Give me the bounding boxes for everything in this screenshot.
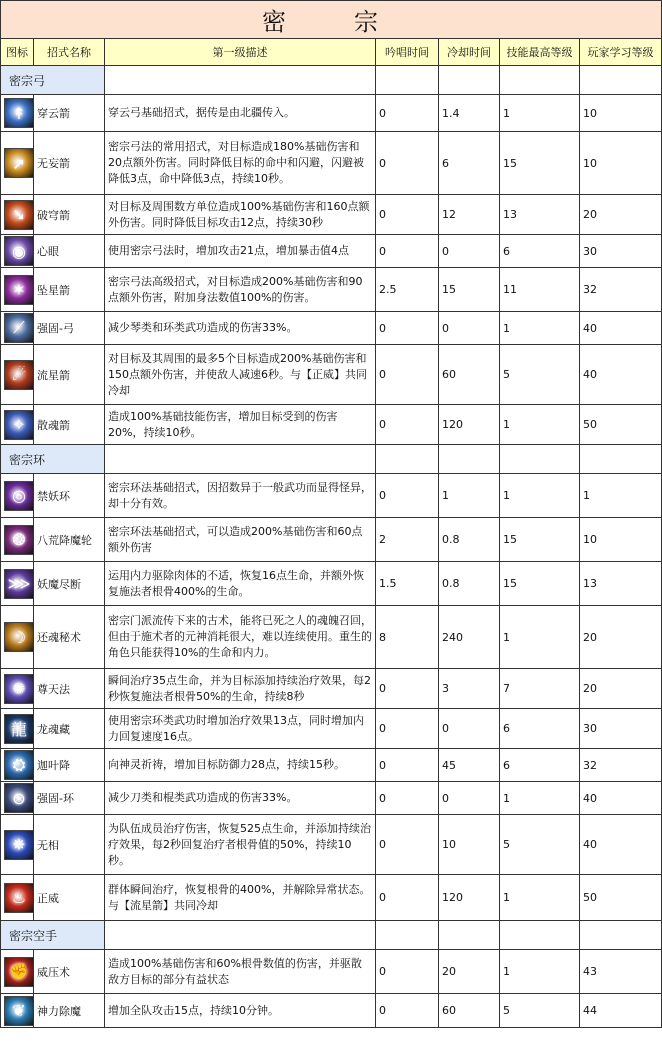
header-learn-level: 玩家学习等级 bbox=[580, 39, 662, 66]
table-row bbox=[1, 132, 662, 195]
section-row bbox=[1, 66, 662, 95]
section-title: 密宗空手 bbox=[1, 921, 105, 950]
cast-time: 0 bbox=[376, 132, 439, 195]
heaven-heal-icon: ✺ bbox=[4, 674, 34, 704]
header-row bbox=[1, 39, 662, 66]
section-row bbox=[1, 921, 662, 950]
learn-level: 40 bbox=[580, 345, 662, 405]
learn-level: 40 bbox=[580, 815, 662, 875]
dragon-soul-icon: 龍 bbox=[4, 714, 34, 744]
learn-level: 43 bbox=[580, 950, 662, 994]
skill-name: 龙魂藏 bbox=[34, 709, 105, 749]
skill-description: 密宗门派流传下来的古术，能将已死之人的魂魄召回，但由于施术者的元神消耗很大，难以连续使用。重生的角色只能获得10%的生命和内力。 bbox=[105, 606, 376, 669]
empty-cell bbox=[580, 921, 662, 950]
cooldown-time: 3 bbox=[439, 669, 500, 709]
cast-time: 8 bbox=[376, 606, 439, 669]
empty-cell bbox=[376, 66, 439, 95]
empty-cell bbox=[580, 66, 662, 95]
cooldown-time: 60 bbox=[439, 994, 500, 1028]
table-row bbox=[1, 749, 662, 782]
empty-cell bbox=[500, 66, 580, 95]
learn-level: 40 bbox=[580, 312, 662, 345]
max-level: 1 bbox=[500, 312, 580, 345]
learn-level: 32 bbox=[580, 749, 662, 782]
max-level: 1 bbox=[500, 606, 580, 669]
cast-time: 0 bbox=[376, 782, 439, 815]
skill-name: 穿云箭 bbox=[34, 95, 105, 132]
learn-level: 1 bbox=[580, 474, 662, 518]
skill-description: 密宗弓法的常用招式，对目标造成180%基础伤害和20点额外伤害。同时降低目标的命中和闪避，闪避被降低3点，命中降低3点，持续10秒。 bbox=[105, 132, 376, 195]
table-row bbox=[1, 268, 662, 312]
skill-description: 减少琴类和环类武功造成的伤害33%。 bbox=[105, 312, 376, 345]
icon-cell bbox=[1, 749, 34, 782]
max-level: 13 bbox=[500, 195, 580, 235]
cooldown-time: 45 bbox=[439, 749, 500, 782]
table-row bbox=[1, 950, 662, 994]
icon-cell bbox=[1, 562, 34, 606]
skill-description: 使用密宗环类武功时增加治疗效果13点，同时增加内力回复速度16点。 bbox=[105, 709, 376, 749]
icon-cell bbox=[1, 405, 34, 445]
table-row bbox=[1, 345, 662, 405]
skill-name: 散魂箭 bbox=[34, 405, 105, 445]
max-level: 5 bbox=[500, 994, 580, 1028]
skill-description: 群体瞬间治疗，恢复根骨的400%，并解除异常状态。与【流星箭】共同冷却 bbox=[105, 875, 376, 921]
cooldown-time: 120 bbox=[439, 875, 500, 921]
section-title: 密宗环 bbox=[1, 445, 105, 474]
header-max-level: 技能最高等级 bbox=[500, 39, 580, 66]
ring-shield-icon: ⊛ bbox=[4, 783, 34, 813]
cast-time: 2.5 bbox=[376, 268, 439, 312]
table-row bbox=[1, 709, 662, 749]
learn-level: 20 bbox=[580, 606, 662, 669]
icon-cell bbox=[1, 195, 34, 235]
skill-description: 对目标及周围数方单位造成100%基础伤害和160点额外伤害。同时降低目标攻击12点，持续30秒 bbox=[105, 195, 376, 235]
empty-cell bbox=[500, 445, 580, 474]
cooldown-time: 0.8 bbox=[439, 518, 500, 562]
max-level: 1 bbox=[500, 95, 580, 132]
table-row bbox=[1, 518, 662, 562]
icon-cell bbox=[1, 312, 34, 345]
formless-heal-icon: ✵ bbox=[4, 830, 34, 860]
prayer-icon: ⛭ bbox=[4, 750, 34, 780]
cast-time: 0 bbox=[376, 749, 439, 782]
cooldown-time: 6 bbox=[439, 132, 500, 195]
skill-name: 破穹箭 bbox=[34, 195, 105, 235]
page-title: 密 宗 bbox=[1, 1, 662, 39]
skill-description: 穿云弓基础招式，据传是由北疆传入。 bbox=[105, 95, 376, 132]
header-cast-time: 吟唱时间 bbox=[376, 39, 439, 66]
max-level: 6 bbox=[500, 709, 580, 749]
table-row bbox=[1, 405, 662, 445]
skill-name: 无妄箭 bbox=[34, 132, 105, 195]
skill-description: 密宗环法基础招式，因招数异于一般武功而显得怪异，却十分有效。 bbox=[105, 474, 376, 518]
table-row bbox=[1, 994, 662, 1028]
icon-cell bbox=[1, 950, 34, 994]
cast-time: 0 bbox=[376, 95, 439, 132]
header-skill-name: 招式名称 bbox=[34, 39, 105, 66]
skill-name: 坠星箭 bbox=[34, 268, 105, 312]
skill-description: 造成100%基础伤害和60%根骨数值的伤害，并驱散敌方目标的部分有益状态 bbox=[105, 950, 376, 994]
header-description: 第一级描述 bbox=[105, 39, 376, 66]
max-level: 1 bbox=[500, 405, 580, 445]
max-level: 15 bbox=[500, 518, 580, 562]
demon-wheel-icon: ❂ bbox=[4, 525, 34, 555]
skill-name: 心眼 bbox=[34, 235, 105, 268]
skill-description: 运用内力驱除肉体的不适，恢复16点生命，并额外恢复施法者根骨400%的生命。 bbox=[105, 562, 376, 606]
max-level: 5 bbox=[500, 345, 580, 405]
section-title: 密宗弓 bbox=[1, 66, 105, 95]
demon-ring-icon: ◎ bbox=[4, 481, 34, 511]
learn-level: 50 bbox=[580, 875, 662, 921]
skill-name: 神力除魔 bbox=[34, 994, 105, 1028]
table-row bbox=[1, 562, 662, 606]
max-level: 15 bbox=[500, 132, 580, 195]
cooldown-time: 120 bbox=[439, 405, 500, 445]
learn-level: 32 bbox=[580, 268, 662, 312]
cooldown-time: 0 bbox=[439, 709, 500, 749]
skill-description: 向神灵祈祷，增加目标防御力28点，持续15秒。 bbox=[105, 749, 376, 782]
icon-cell bbox=[1, 994, 34, 1028]
empty-cell bbox=[439, 66, 500, 95]
empty-cell bbox=[500, 921, 580, 950]
cooldown-time: 15 bbox=[439, 268, 500, 312]
learn-level: 44 bbox=[580, 994, 662, 1028]
falling-star-icon: ✶ bbox=[4, 275, 34, 305]
cooldown-time: 0 bbox=[439, 312, 500, 345]
cooldown-time: 10 bbox=[439, 815, 500, 875]
table-row bbox=[1, 95, 662, 132]
table-row bbox=[1, 235, 662, 268]
header-icon: 图标 bbox=[1, 39, 34, 66]
skill-name: 正威 bbox=[34, 875, 105, 921]
cooldown-time: 0 bbox=[439, 782, 500, 815]
cast-time: 0 bbox=[376, 312, 439, 345]
skill-name: 八荒降魔轮 bbox=[34, 518, 105, 562]
flame-aura-icon: ♨ bbox=[4, 883, 34, 913]
icon-cell bbox=[1, 95, 34, 132]
cast-time: 0 bbox=[376, 235, 439, 268]
empty-cell bbox=[105, 445, 376, 474]
icon-cell bbox=[1, 669, 34, 709]
skill-name: 迦叶降 bbox=[34, 749, 105, 782]
arrow-burst-icon: ↟ bbox=[4, 98, 34, 128]
cast-time: 0 bbox=[376, 815, 439, 875]
cooldown-time: 0 bbox=[439, 235, 500, 268]
table-row bbox=[1, 606, 662, 669]
icon-cell bbox=[1, 345, 34, 405]
golden-arrow-icon: ➚ bbox=[4, 148, 34, 178]
skill-name: 强固-环 bbox=[34, 782, 105, 815]
max-level: 7 bbox=[500, 669, 580, 709]
soul-arrow-icon: ✧ bbox=[4, 410, 34, 440]
icon-cell bbox=[1, 518, 34, 562]
cast-time: 0 bbox=[376, 994, 439, 1028]
max-level: 1 bbox=[500, 474, 580, 518]
skill-name: 威压术 bbox=[34, 950, 105, 994]
max-level: 1 bbox=[500, 875, 580, 921]
table-row bbox=[1, 474, 662, 518]
max-level: 5 bbox=[500, 815, 580, 875]
section-row bbox=[1, 445, 662, 474]
learn-level: 40 bbox=[580, 782, 662, 815]
cooldown-time: 1 bbox=[439, 474, 500, 518]
max-level: 15 bbox=[500, 562, 580, 606]
empty-cell bbox=[105, 66, 376, 95]
learn-level: 13 bbox=[580, 562, 662, 606]
skill-name: 尊天法 bbox=[34, 669, 105, 709]
skill-description: 对目标及其周围的最多5个目标造成200%基础伤害和150点额外伤害，并使敌人减速6秒。与【正威】共同冷却 bbox=[105, 345, 376, 405]
claw-slash-icon: ⋙ bbox=[4, 569, 34, 599]
learn-level: 10 bbox=[580, 95, 662, 132]
divine-power-icon: ❦ bbox=[4, 996, 34, 1026]
max-level: 6 bbox=[500, 749, 580, 782]
empty-cell bbox=[105, 921, 376, 950]
icon-cell bbox=[1, 875, 34, 921]
header-cooldown: 冷却时间 bbox=[439, 39, 500, 66]
revive-icon: ☽ bbox=[4, 622, 34, 652]
icon-cell bbox=[1, 235, 34, 268]
max-level: 6 bbox=[500, 235, 580, 268]
skill-description: 密宗弓法高级招式，对目标造成200%基础伤害和90点额外伤害，附加身法数值100%的伤害。 bbox=[105, 268, 376, 312]
empty-cell bbox=[580, 445, 662, 474]
cast-time: 1.5 bbox=[376, 562, 439, 606]
max-level: 11 bbox=[500, 268, 580, 312]
learn-level: 30 bbox=[580, 235, 662, 268]
max-level: 1 bbox=[500, 950, 580, 994]
skill-description: 造成100%基础技能伤害，增加目标受到的伤害20%，持续10秒。 bbox=[105, 405, 376, 445]
skill-description: 瞬间治疗35点生命，并为目标添加持续治疗效果，每2秒恢复施法者根骨50%的生命，持续8秒 bbox=[105, 669, 376, 709]
empty-cell bbox=[439, 445, 500, 474]
skill-name: 禁妖环 bbox=[34, 474, 105, 518]
table-row bbox=[1, 669, 662, 709]
cast-time: 2 bbox=[376, 518, 439, 562]
cast-time: 0 bbox=[376, 405, 439, 445]
table-row bbox=[1, 782, 662, 815]
skill-name: 流星箭 bbox=[34, 345, 105, 405]
cast-time: 0 bbox=[376, 195, 439, 235]
table-body bbox=[1, 66, 662, 1028]
skill-name: 还魂秘术 bbox=[34, 606, 105, 669]
table-row bbox=[1, 875, 662, 921]
cooldown-time: 0.8 bbox=[439, 562, 500, 606]
table-row bbox=[1, 195, 662, 235]
pressure-strike-icon: ✊ bbox=[4, 957, 34, 987]
cooldown-time: 60 bbox=[439, 345, 500, 405]
cooldown-time: 20 bbox=[439, 950, 500, 994]
cooldown-time: 12 bbox=[439, 195, 500, 235]
icon-cell bbox=[1, 268, 34, 312]
icon-cell bbox=[1, 474, 34, 518]
cast-time: 0 bbox=[376, 709, 439, 749]
learn-level: 20 bbox=[580, 195, 662, 235]
skill-description: 密宗环法基础招式，可以造成200%基础伤害和60点额外伤害 bbox=[105, 518, 376, 562]
skill-description: 为队伍成员治疗伤害，恢复525点生命，并添加持续治疗效果，每2秒回复治疗者根骨值的50%，持续10秒。 bbox=[105, 815, 376, 875]
skill-description: 使用密宗弓法时，增加攻击21点，增加暴击值4点 bbox=[105, 235, 376, 268]
empty-cell bbox=[376, 445, 439, 474]
skill-description: 减少刀类和棍类武功造成的伤害33%。 bbox=[105, 782, 376, 815]
skill-description: 增加全队攻击15点，持续10分钟。 bbox=[105, 994, 376, 1028]
skill-name: 强固-弓 bbox=[34, 312, 105, 345]
table-row bbox=[1, 815, 662, 875]
cast-time: 0 bbox=[376, 875, 439, 921]
bow-shield-icon: ⟋ bbox=[4, 313, 34, 343]
eye-icon: ◉ bbox=[4, 236, 34, 266]
empty-cell bbox=[376, 921, 439, 950]
icon-cell bbox=[1, 132, 34, 195]
max-level: 1 bbox=[500, 782, 580, 815]
table-row bbox=[1, 312, 662, 345]
learn-level: 30 bbox=[580, 709, 662, 749]
cast-time: 0 bbox=[376, 950, 439, 994]
empty-cell bbox=[439, 921, 500, 950]
learn-level: 10 bbox=[580, 132, 662, 195]
icon-cell bbox=[1, 782, 34, 815]
learn-level: 20 bbox=[580, 669, 662, 709]
skill-name: 妖魔尽断 bbox=[34, 562, 105, 606]
learn-level: 50 bbox=[580, 405, 662, 445]
cooldown-time: 1.4 bbox=[439, 95, 500, 132]
icon-cell bbox=[1, 709, 34, 749]
icon-cell bbox=[1, 815, 34, 875]
cast-time: 0 bbox=[376, 474, 439, 518]
fire-arrow-icon: ➘ bbox=[4, 200, 34, 230]
meteor-arrow-icon: ☄ bbox=[4, 360, 34, 390]
skill-name: 无相 bbox=[34, 815, 105, 875]
icon-cell bbox=[1, 606, 34, 669]
cast-time: 0 bbox=[376, 669, 439, 709]
learn-level: 10 bbox=[580, 518, 662, 562]
cast-time: 0 bbox=[376, 345, 439, 405]
cooldown-time: 240 bbox=[439, 606, 500, 669]
